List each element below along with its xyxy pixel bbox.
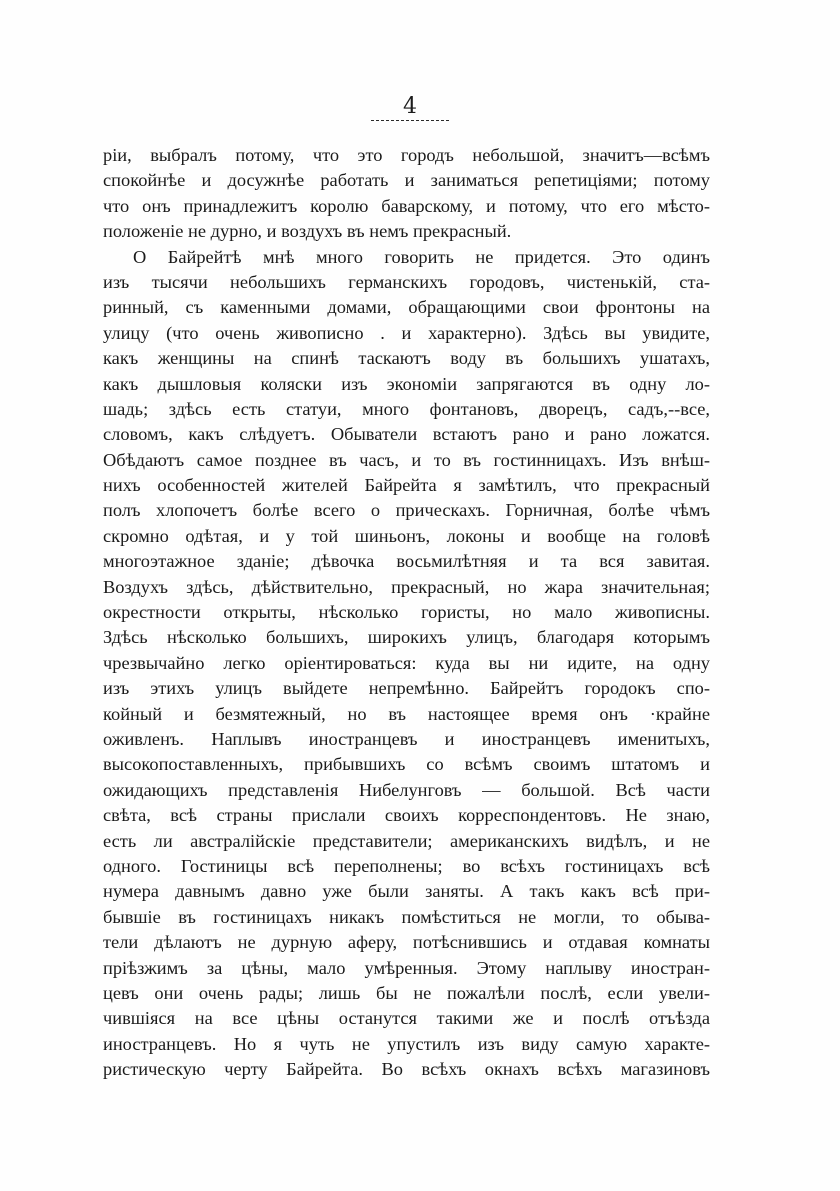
text-line: нумера давнымъ давно уже были заняты. А такъ какъ всѣ при-	[103, 881, 710, 902]
text-line: тели дѣлаютъ не дурную аферу, потѣснившись и отдавая комнаты	[103, 932, 710, 953]
text-line: свѣта, всѣ страны прислали своихъ корреспондентовъ. Не знаю,	[103, 805, 710, 826]
text-line: иностранцевъ. Но я чуть не упустилъ изъ виду самую характе-	[103, 1033, 710, 1054]
text-line: ожидающихъ представленія Нибелунговъ — большой. Всѣ части	[103, 779, 710, 800]
page-number: 4	[403, 94, 417, 119]
text-line: есть ли австралійскіе представители; американскихъ видѣлъ, и не	[103, 830, 710, 851]
text-line: О Байрейтѣ мнѣ много говорить не придется. Это одинъ	[133, 246, 710, 267]
text-line: высокопоставленныхъ, прибывшихъ со всѣмъ своимъ штатомъ и	[103, 754, 710, 775]
text-line: какъ женщины на спинѣ таскаютъ воду въ большихъ ушатахъ,	[103, 348, 710, 369]
text-line: чрезвычайно легко оріентироваться: куда вы ни идите, на одну	[103, 652, 710, 673]
text-line: бывшіе въ гостиницахъ никакъ помѣститься не могли, то обыва-	[103, 906, 710, 927]
text-line: Здѣсь нѣсколько большихъ, широкихъ улицъ, благодаря которымъ	[103, 627, 710, 648]
text-line: Обѣдаютъ самое позднее въ часъ, и то въ гостинницахъ. Изъ внѣш-	[103, 449, 710, 470]
text-line: чившіяся на все цѣны останутся такими же и послѣ отъѣзда	[103, 1008, 710, 1029]
paragraph-1	[103, 143, 710, 245]
paragraph-2	[103, 245, 710, 1083]
text-line: окрестности открыты, нѣсколько гористы, но мало живописны.	[103, 602, 710, 623]
text-line: словомъ, какъ слѣдуетъ. Обыватели встаютъ рано и рано ложатся.	[103, 424, 710, 445]
text-line: цевъ они очень рады; лишь бы не пожалѣли послѣ, если увели-	[103, 982, 710, 1003]
text-line: изъ этихъ улицъ выйдете непремѣнно. Байрейтъ городокъ спо-	[103, 678, 710, 699]
text-line: оживленъ. Наплывъ иностранцевъ и иностранцевъ именитыхъ,	[103, 728, 710, 749]
text-line: одного. Гостиницы всѣ переполнены; во всѣхъ гостиницахъ всѣ	[103, 855, 710, 876]
page-number-rule	[371, 120, 449, 122]
text-line: положеніе не дурно, и воздухъ въ немъ прекрасный.	[103, 221, 512, 242]
text-line: изъ тысячи небольшихъ германскихъ городовъ, чистенькій, ста-	[103, 271, 710, 292]
text-line: полъ хлопочетъ болѣе всего о прическахъ. Горничная, болѣе чѣмъ	[103, 500, 710, 521]
text-line: шадь; здѣсь есть статуи, много фонтановъ, дворецъ, садъ,--все,	[103, 398, 710, 419]
text-line: ринный, съ каменными домами, обращающими свои фронтоны на	[103, 297, 710, 318]
text-line: нихъ особенностей жителей Байрейта я замѣтилъ, что прекрасный	[103, 475, 710, 496]
text-line: пріѣзжимъ за цѣны, мало умѣренныя. Этому наплыву иностран-	[103, 957, 710, 978]
text-line: ристическую черту Байрейта. Во всѣхъ окнахъ всѣхъ магазиновъ	[103, 1059, 710, 1080]
text-line: спокойнѣе и досужнѣе работать и заниматься репетиціями; потому	[103, 170, 710, 191]
text-line: улицу (что очень живописно . и характерно). Здѣсь вы увидите,	[103, 322, 710, 343]
text-line: ріи, выбралъ потому, что это городъ небольшой, значитъ—всѣмъ	[103, 145, 710, 165]
page-header	[370, 94, 450, 122]
body-text	[103, 143, 710, 1082]
text-line: Воздухъ здѣсь, дѣйствительно, прекрасный, но жара значительная;	[103, 576, 710, 597]
text-line: какъ дышловыя коляски изъ экономіи запрягаются въ одну ло-	[103, 373, 710, 394]
text-line: что онъ принадлежитъ королю баварскому, и потому, что его мѣсто-	[103, 195, 710, 216]
text-line: многоэтажное зданіе; дѣвочка восьмилѣтняя и та вся завитая.	[103, 551, 710, 572]
text-line: койный и безмятежный, но въ настоящее время онъ ·крайне	[103, 703, 710, 724]
text-line: скромно одѣтая, и у той шиньонъ, локоны и вообще на головѣ	[103, 525, 710, 546]
